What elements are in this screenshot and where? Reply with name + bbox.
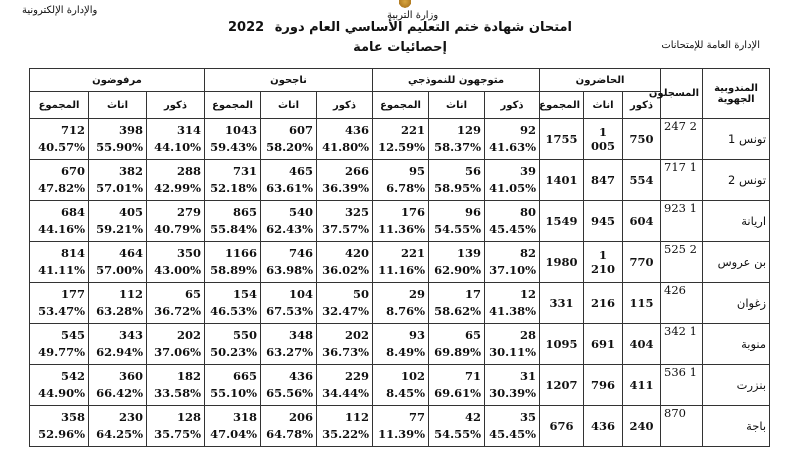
attendees-cell: 770 xyxy=(623,242,661,283)
attendees-cell: 796 xyxy=(584,365,623,406)
count-value: 65 xyxy=(465,328,482,342)
stat-cell xyxy=(373,365,429,406)
attendees-cell: 1401 xyxy=(540,160,584,201)
percent-value: 55.90% xyxy=(96,140,144,154)
count-value: 112 xyxy=(345,410,370,424)
count-value: 465 xyxy=(289,164,314,178)
count-value: 398 xyxy=(119,123,144,137)
stat-cell xyxy=(373,324,429,365)
percent-value: 64.78% xyxy=(266,427,314,441)
stat-cell xyxy=(89,201,147,242)
count-value: 550 xyxy=(233,328,258,342)
stat-cell xyxy=(147,283,205,324)
e-admin-label: والإدارة الإلكترونية xyxy=(22,5,98,16)
count-value: 420 xyxy=(345,246,370,260)
count-value: 39 xyxy=(520,164,537,178)
count-value: 542 xyxy=(61,369,86,383)
percent-value: 41.11% xyxy=(38,263,86,277)
header-females: اناث xyxy=(429,92,485,119)
percent-value: 57.00% xyxy=(96,263,144,277)
stat-cell xyxy=(147,324,205,365)
governorate-cell: زغوان xyxy=(703,283,770,324)
percent-value: 45.45% xyxy=(489,222,537,236)
percent-value: 36.73% xyxy=(322,345,370,359)
percent-value: 69.61% xyxy=(434,386,482,400)
count-value: 230 xyxy=(119,410,144,424)
count-value: 102 xyxy=(401,369,426,383)
table-row xyxy=(30,283,770,324)
count-value: 229 xyxy=(345,369,370,383)
stat-cell xyxy=(485,324,540,365)
percent-value: 33.58% xyxy=(154,386,202,400)
stat-cell xyxy=(30,242,89,283)
stat-cell xyxy=(147,119,205,160)
stat-cell xyxy=(373,242,429,283)
stat-cell xyxy=(89,160,147,201)
percent-value: 11.16% xyxy=(378,263,426,277)
stat-cell xyxy=(485,201,540,242)
registered-cell: 1 923 xyxy=(661,201,703,242)
registered-cell: 426 xyxy=(661,283,703,324)
stat-cell xyxy=(30,119,89,160)
header-females: اناث xyxy=(261,92,317,119)
count-value: 684 xyxy=(61,205,86,219)
stat-cell xyxy=(485,242,540,283)
registered-cell: 1 717 xyxy=(661,160,703,201)
stat-cell xyxy=(89,365,147,406)
percent-value: 8.49% xyxy=(386,345,426,359)
count-value: 177 xyxy=(61,287,86,301)
count-value: 382 xyxy=(119,164,144,178)
percent-value: 34.44% xyxy=(322,386,370,400)
stat-cell xyxy=(317,242,373,283)
governorate-cell: تونس 1 xyxy=(703,119,770,160)
stat-cell xyxy=(30,201,89,242)
percent-value: 50.23% xyxy=(210,345,258,359)
stat-cell xyxy=(373,283,429,324)
percent-value: 40.79% xyxy=(154,222,202,236)
stat-cell xyxy=(89,119,147,160)
header-failed: مرفوضون xyxy=(30,69,205,92)
stat-cell xyxy=(30,283,89,324)
count-value: 182 xyxy=(177,369,202,383)
governorate-cell: بن عروس xyxy=(703,242,770,283)
count-value: 95 xyxy=(409,164,426,178)
percent-value: 42.99% xyxy=(154,181,202,195)
count-value: 65 xyxy=(185,287,202,301)
percent-value: 32.47% xyxy=(322,304,370,318)
percent-value: 35.22% xyxy=(322,427,370,441)
count-value: 77 xyxy=(409,410,426,424)
percent-value: 63.61% xyxy=(266,181,314,195)
count-value: 865 xyxy=(233,205,258,219)
count-value: 29 xyxy=(409,287,426,301)
attendees-cell: 676 xyxy=(540,406,584,447)
attendees-cell: 847 xyxy=(584,160,623,201)
count-value: 665 xyxy=(233,369,258,383)
count-value: 96 xyxy=(465,205,482,219)
header-governorate: المندوبية الجهوية xyxy=(703,69,770,119)
count-value: 50 xyxy=(353,287,370,301)
table-row xyxy=(30,119,770,160)
count-value: 405 xyxy=(119,205,144,219)
header-males: ذكور xyxy=(147,92,205,119)
header-males: ذكور xyxy=(485,92,540,119)
stat-cell xyxy=(373,201,429,242)
attendees-cell: 115 xyxy=(623,283,661,324)
header-total: المجموع xyxy=(540,92,584,119)
stat-cell xyxy=(205,365,261,406)
page-title xyxy=(0,20,800,35)
count-value: 318 xyxy=(233,410,258,424)
attendees-cell: 1095 xyxy=(540,324,584,365)
count-value: 82 xyxy=(520,246,537,260)
percent-value: 41.05% xyxy=(489,181,537,195)
count-value: 314 xyxy=(177,123,202,137)
percent-value: 36.72% xyxy=(154,304,202,318)
percent-value: 59.43% xyxy=(210,140,258,154)
stat-cell xyxy=(373,160,429,201)
stat-cell xyxy=(147,201,205,242)
percent-value: 57.01% xyxy=(96,181,144,195)
count-value: 279 xyxy=(177,205,202,219)
count-value: 545 xyxy=(61,328,86,342)
stat-cell xyxy=(89,242,147,283)
count-value: 221 xyxy=(401,246,426,260)
stat-cell xyxy=(261,160,317,201)
percent-value: 54.55% xyxy=(434,222,482,236)
stat-cell xyxy=(261,242,317,283)
percent-value: 40.57% xyxy=(38,140,86,154)
percent-value: 12.59% xyxy=(378,140,426,154)
stat-cell xyxy=(429,406,485,447)
percent-value: 58.95% xyxy=(434,181,482,195)
attendees-cell: 554 xyxy=(623,160,661,201)
stat-cell xyxy=(317,324,373,365)
governorate-cell: بنزرت xyxy=(703,365,770,406)
page-subtitle: إحصائيات عامة xyxy=(353,40,447,55)
percent-value: 44.10% xyxy=(154,140,202,154)
stat-cell xyxy=(147,365,205,406)
percent-value: 66.42% xyxy=(96,386,144,400)
count-value: 358 xyxy=(61,410,86,424)
header-males: ذكور xyxy=(317,92,373,119)
percent-value: 41.63% xyxy=(489,140,537,154)
count-value: 42 xyxy=(465,410,482,424)
percent-value: 52.18% xyxy=(210,181,258,195)
stat-cell xyxy=(317,406,373,447)
stat-cell xyxy=(205,119,261,160)
percent-value: 30.39% xyxy=(489,386,537,400)
stat-cell xyxy=(429,324,485,365)
header-females: اناث xyxy=(89,92,147,119)
count-value: 93 xyxy=(409,328,426,342)
percent-value: 63.28% xyxy=(96,304,144,318)
count-value: 129 xyxy=(457,123,482,137)
stat-cell xyxy=(485,283,540,324)
stat-cell xyxy=(205,324,261,365)
count-value: 1166 xyxy=(225,246,258,260)
stat-cell xyxy=(261,365,317,406)
stat-cell xyxy=(261,201,317,242)
count-value: 139 xyxy=(457,246,482,260)
count-value: 154 xyxy=(233,287,258,301)
registered-cell: 1 342 xyxy=(661,324,703,365)
header-registered: المسجلون xyxy=(661,69,703,119)
percent-value: 43.00% xyxy=(154,263,202,277)
table-row xyxy=(30,201,770,242)
governorate-cell: باجة xyxy=(703,406,770,447)
percent-value: 54.55% xyxy=(434,427,482,441)
count-value: 814 xyxy=(61,246,86,260)
count-value: 17 xyxy=(465,287,482,301)
count-value: 464 xyxy=(119,246,144,260)
percent-value: 6.78% xyxy=(386,181,426,195)
percent-value: 36.39% xyxy=(322,181,370,195)
table-row xyxy=(30,324,770,365)
count-value: 80 xyxy=(520,205,537,219)
stat-cell xyxy=(89,324,147,365)
percent-value: 30.11% xyxy=(489,345,537,359)
percent-value: 65.56% xyxy=(266,386,314,400)
table-body xyxy=(30,119,770,447)
count-value: 35 xyxy=(520,410,537,424)
count-value: 12 xyxy=(520,287,537,301)
table-row xyxy=(30,160,770,201)
attendees-cell: 1 005 xyxy=(584,119,623,160)
count-value: 56 xyxy=(465,164,482,178)
stat-cell xyxy=(429,283,485,324)
stat-cell xyxy=(373,119,429,160)
percent-value: 47.04% xyxy=(210,427,258,441)
header-total: المجموع xyxy=(30,92,89,119)
stat-cell xyxy=(485,160,540,201)
header-attendees: الحاضرون xyxy=(540,69,661,92)
percent-value: 44.90% xyxy=(38,386,86,400)
count-value: 128 xyxy=(177,410,202,424)
attendees-cell: 1755 xyxy=(540,119,584,160)
count-value: 71 xyxy=(465,369,482,383)
header-passed: ناجحون xyxy=(205,69,373,92)
percent-value: 58.20% xyxy=(266,140,314,154)
count-value: 731 xyxy=(233,164,258,178)
stat-cell xyxy=(429,201,485,242)
percent-value: 44.16% xyxy=(38,222,86,236)
count-value: 350 xyxy=(177,246,202,260)
count-value: 670 xyxy=(61,164,86,178)
ministry-name: وزارة التربية xyxy=(387,10,439,21)
count-value: 436 xyxy=(345,123,370,137)
percent-value: 45.45% xyxy=(489,427,537,441)
table-row xyxy=(30,242,770,283)
stat-cell xyxy=(261,406,317,447)
stat-cell xyxy=(261,283,317,324)
attendees-cell: 1980 xyxy=(540,242,584,283)
governorate-cell: تونس 2 xyxy=(703,160,770,201)
stat-cell xyxy=(485,406,540,447)
header-males: ذكور xyxy=(623,92,661,119)
count-value: 288 xyxy=(177,164,202,178)
percent-value: 63.98% xyxy=(266,263,314,277)
count-value: 360 xyxy=(119,369,144,383)
stat-cell xyxy=(317,160,373,201)
percent-value: 62.43% xyxy=(266,222,314,236)
percent-value: 53.47% xyxy=(38,304,86,318)
stat-cell xyxy=(147,160,205,201)
exam-title: امتحان شهادة ختم التعليم الأساسي العام دورة xyxy=(274,20,573,35)
stat-cell xyxy=(261,119,317,160)
attendees-cell: 604 xyxy=(623,201,661,242)
governorate-cell: منوبة xyxy=(703,324,770,365)
registered-cell: 2 525 xyxy=(661,242,703,283)
count-value: 607 xyxy=(289,123,314,137)
stat-cell xyxy=(317,119,373,160)
percent-value: 37.57% xyxy=(322,222,370,236)
percent-value: 8.76% xyxy=(386,304,426,318)
header-total: المجموع xyxy=(373,92,429,119)
stat-cell xyxy=(30,160,89,201)
percent-value: 58.37% xyxy=(434,140,482,154)
stat-cell xyxy=(317,283,373,324)
table-row xyxy=(30,406,770,447)
count-value: 176 xyxy=(401,205,426,219)
header-total: المجموع xyxy=(205,92,261,119)
percent-value: 11.36% xyxy=(378,222,426,236)
attendees-cell: 750 xyxy=(623,119,661,160)
count-value: 540 xyxy=(289,205,314,219)
statistics-table xyxy=(29,68,770,447)
ministry-emblem-icon xyxy=(397,0,413,8)
attendees-cell: 436 xyxy=(584,406,623,447)
stat-cell xyxy=(205,201,261,242)
stat-cell xyxy=(373,406,429,447)
stat-cell xyxy=(205,160,261,201)
count-value: 266 xyxy=(345,164,370,178)
stat-cell xyxy=(205,283,261,324)
percent-value: 64.25% xyxy=(96,427,144,441)
registered-cell: 870 xyxy=(661,406,703,447)
count-value: 92 xyxy=(520,123,537,137)
registered-cell: 1 536 xyxy=(661,365,703,406)
percent-value: 37.10% xyxy=(489,263,537,277)
stat-cell xyxy=(429,365,485,406)
percent-value: 47.82% xyxy=(38,181,86,195)
exam-year: 2022 xyxy=(227,20,265,35)
attendees-cell: 1207 xyxy=(540,365,584,406)
percent-value: 52.96% xyxy=(38,427,86,441)
governorate-cell: اريانة xyxy=(703,201,770,242)
stat-cell xyxy=(429,160,485,201)
registered-cell: 2 247 xyxy=(661,119,703,160)
header-pilot: متوجهون للنموذجي xyxy=(373,69,540,92)
header-females: اناث xyxy=(584,92,623,119)
exams-dept-label: الإدارة العامة للإمتحانات xyxy=(661,40,760,51)
attendees-cell: 691 xyxy=(584,324,623,365)
percent-value: 46.53% xyxy=(210,304,258,318)
stat-cell xyxy=(261,324,317,365)
stat-cell xyxy=(317,201,373,242)
stat-cell xyxy=(30,365,89,406)
attendees-cell: 404 xyxy=(623,324,661,365)
attendees-cell: 331 xyxy=(540,283,584,324)
count-value: 1043 xyxy=(225,123,258,137)
stat-cell xyxy=(485,365,540,406)
percent-value: 63.27% xyxy=(266,345,314,359)
percent-value: 8.45% xyxy=(386,386,426,400)
percent-value: 59.21% xyxy=(96,222,144,236)
count-value: 746 xyxy=(289,246,314,260)
attendees-cell: 216 xyxy=(584,283,623,324)
attendees-cell: 945 xyxy=(584,201,623,242)
stat-cell xyxy=(205,242,261,283)
count-value: 221 xyxy=(401,123,426,137)
count-value: 206 xyxy=(289,410,314,424)
count-value: 343 xyxy=(119,328,144,342)
count-value: 104 xyxy=(289,287,314,301)
count-value: 112 xyxy=(119,287,144,301)
percent-value: 35.75% xyxy=(154,427,202,441)
attendees-cell: 1549 xyxy=(540,201,584,242)
count-value: 202 xyxy=(177,328,202,342)
percent-value: 62.94% xyxy=(96,345,144,359)
percent-value: 41.80% xyxy=(322,140,370,154)
percent-value: 11.39% xyxy=(378,427,426,441)
stat-cell xyxy=(485,119,540,160)
percent-value: 62.90% xyxy=(434,263,482,277)
percent-value: 41.38% xyxy=(489,304,537,318)
stat-cell xyxy=(147,242,205,283)
stat-cell xyxy=(147,406,205,447)
table-row xyxy=(30,365,770,406)
percent-value: 58.89% xyxy=(210,263,258,277)
percent-value: 55.84% xyxy=(210,222,258,236)
percent-value: 37.06% xyxy=(154,345,202,359)
stat-cell xyxy=(30,406,89,447)
count-value: 712 xyxy=(61,123,86,137)
count-value: 348 xyxy=(289,328,314,342)
stat-cell xyxy=(205,406,261,447)
percent-value: 36.02% xyxy=(322,263,370,277)
percent-value: 58.62% xyxy=(434,304,482,318)
percent-value: 55.10% xyxy=(210,386,258,400)
count-value: 202 xyxy=(345,328,370,342)
stat-cell xyxy=(30,324,89,365)
stat-cell xyxy=(89,283,147,324)
stat-cell xyxy=(89,406,147,447)
percent-value: 49.77% xyxy=(38,345,86,359)
stat-cell xyxy=(317,365,373,406)
count-value: 436 xyxy=(289,369,314,383)
attendees-cell: 240 xyxy=(623,406,661,447)
percent-value: 69.89% xyxy=(434,345,482,359)
percent-value: 67.53% xyxy=(266,304,314,318)
count-value: 325 xyxy=(345,205,370,219)
count-value: 28 xyxy=(520,328,537,342)
count-value: 31 xyxy=(520,369,537,383)
stat-cell xyxy=(429,242,485,283)
attendees-cell: 1 210 xyxy=(584,242,623,283)
stat-cell xyxy=(429,119,485,160)
attendees-cell: 411 xyxy=(623,365,661,406)
